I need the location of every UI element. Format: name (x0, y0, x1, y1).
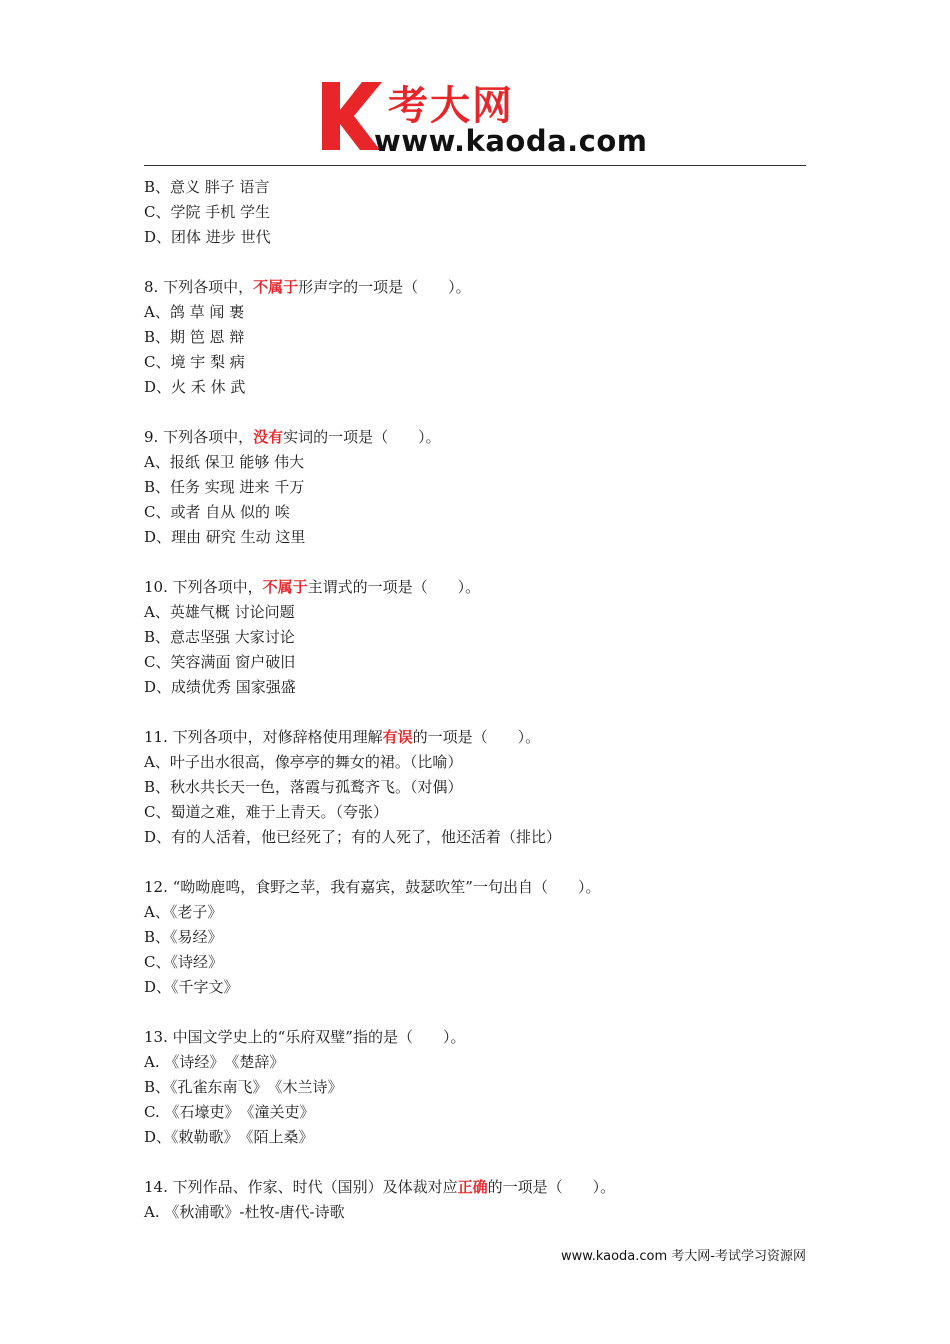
q10-option-a: A、英雄气概 讨论问题 (144, 603, 295, 621)
q7-option-b: B、意义 胖子 语言 (144, 178, 270, 196)
q14-stem: 14. 下列作品、作家、时代（国别）及体裁对应正确的一项是（ ）。 (144, 1178, 616, 1196)
q8-option-c: C、境 宇 梨 病 (144, 353, 245, 371)
q9-option-b: B、任务 实现 进来 千万 (144, 478, 305, 496)
q8-option-d: D、火 禾 休 武 (144, 378, 246, 396)
q9-option-c: C、或者 自从 似的 唉 (144, 503, 290, 521)
q11-option-d: D、有的人活着，他已经死了；有的人死了，他还活着（排比） (144, 828, 562, 846)
q8-stem: 8. 下列各项中，不属于形声字的一项是（ ）。 (144, 278, 471, 296)
q9-option-a: A、报纸 保卫 能够 伟大 (144, 453, 305, 471)
q12-option-c: C、《诗经》 (144, 953, 223, 971)
q12-option-b: B、《易经》 (144, 928, 223, 946)
logo-url-text: www.kaoda.com (374, 124, 648, 158)
q8-option-b: B、期 笆 恩 辩 (144, 328, 245, 346)
header-divider (144, 165, 806, 166)
q8-option-a: A、鸽 草 闻 裹 (144, 303, 245, 321)
q10-option-c: C、笑容满面 窗户破旧 (144, 653, 296, 671)
q11-stem: 11. 下列各项中，对修辞格使用理解有误的一项是（ ）。 (144, 728, 541, 746)
document-body (144, 175, 806, 1225)
logo-chinese-text: 考大网 (388, 83, 514, 129)
q13-option-a: A. 《诗经》 《楚辞》 (144, 1053, 285, 1071)
q10-stem: 10. 下列各项中，不属于主谓式的一项是（ ）。 (144, 578, 481, 596)
q11-option-c: C、蜀道之难，难于上青天。（夸张） (144, 803, 388, 821)
q13-option-b: B、《孔雀东南飞》 《木兰诗》 (144, 1078, 343, 1096)
q10-option-b: B、意志坚强 大家讨论 (144, 628, 295, 646)
q13-option-d: D、《敕勒歌》 《陌上桑》 (144, 1128, 314, 1146)
q7-option-d: D、团体 进步 世代 (144, 228, 271, 246)
q12-stem: 12. “呦呦鹿鸣，食野之苹，我有嘉宾，鼓瑟吹笙”一句出自（ ）。 (144, 878, 601, 896)
q9-stem: 9. 下列各项中，没有实词的一项是（ ）。 (144, 428, 441, 446)
footer-site-text: www.kaoda.com 考大网-考试学习资源网 (561, 1249, 806, 1264)
kaoda-logo (318, 80, 648, 160)
q13-stem: 13. 中国文学史上的“乐府双璧”指的是（ ）。 (144, 1028, 466, 1046)
q7-option-c: C、学院 手机 学生 (144, 203, 271, 221)
q13-option-c: C. 《石壕吏》 《潼关吏》 (144, 1103, 315, 1121)
q12-option-d: D、《千字文》 (144, 978, 239, 996)
q12-option-a: A、《老子》 (144, 903, 223, 921)
q9-option-d: D、理由 研究 生动 这里 (144, 528, 306, 546)
q10-option-d: D、成绩优秀 国家强盛 (144, 678, 296, 696)
q14-option-a: A. 《秋浦歌》-杜牧-唐代-诗歌 (144, 1203, 345, 1221)
q11-option-a: A、叶子出水很高，像亭亭的舞女的裙。（比喻） (144, 753, 463, 771)
q11-option-b: B、秋水共长天一色，落霞与孤鹜齐飞。（对偶） (144, 778, 463, 796)
